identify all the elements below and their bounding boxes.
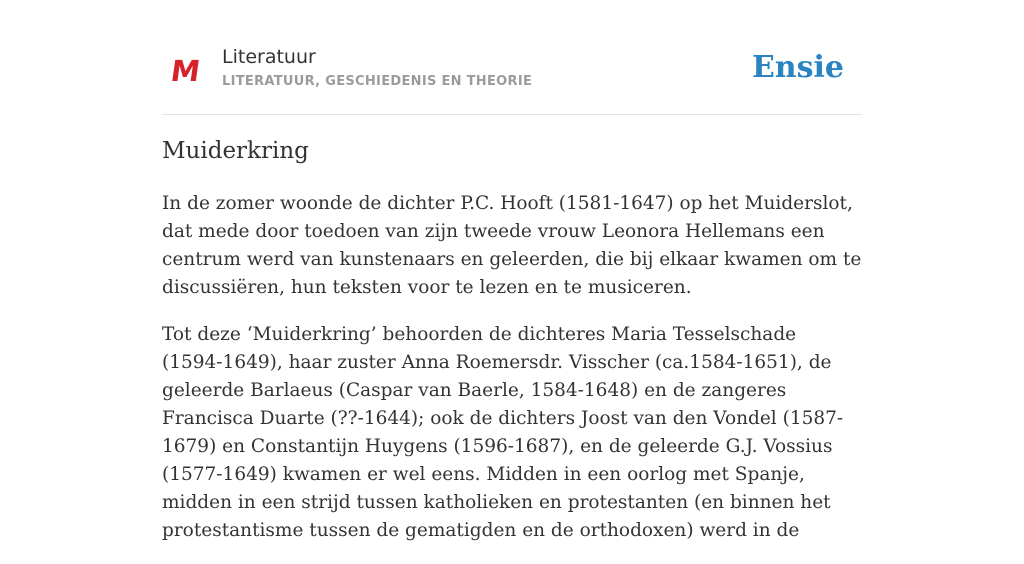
article-page — [162, 0, 862, 541]
article-paragraph: Tot deze ‘Muiderkring’ behoorden de dichteres Maria Tesselschade (1594-1649), haar zuster Anna Roemersdr. Visscher (ca.1584-1651), de geleerde Barlaeus (Caspar van Baerle, 1584-1648) en de zangeres Francisca Duarte (??-1644); ook de dichters Joost van den Vondel (1587-1679) en Constantijn Huygens (1596-1687), en de geleerde G.J. Vossius (1577-1649) kwamen er wel eens. Midden in een oorlog met Spanje, midden in een strijd tussen katholieken en protestanten (en binnen het protestantisme tussen de gematigden en de orthodoxen) werd in de — [162, 324, 844, 541]
site-header — [162, 0, 862, 115]
article-body — [162, 190, 862, 564]
category-title[interactable]: Literatuur — [222, 46, 316, 68]
category-subtitle: LITERATUUR, GESCHIEDENIS EN THEORIE — [222, 74, 533, 89]
brand-logo[interactable]: Ensie — [751, 50, 844, 85]
category-logo-icon[interactable]: M — [168, 54, 203, 88]
article-title: Muiderkring — [162, 138, 309, 164]
article-paragraph: In de zomer woonde de dichter P.C. Hooft (1581-1647) op het Muiderslot, dat mede door toedoen van zijn tweede vrouw Leonora Hellemans een centrum werd van kunstenaars en geleerden, die bij elkaar kwamen om te discussiëren, hun teksten voor te lezen en te musiceren. — [162, 193, 862, 298]
